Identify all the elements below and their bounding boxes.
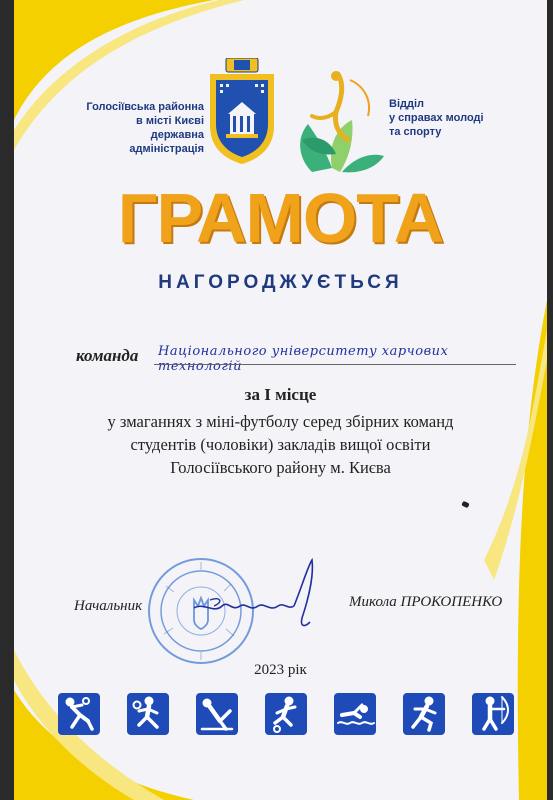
team-line [76, 342, 516, 374]
football-icon [127, 693, 169, 735]
org-line: та спорту [389, 126, 442, 138]
award-place: за І місце [244, 385, 317, 404]
district-administration-name [84, 100, 204, 156]
org-line: державна адміністрація [129, 129, 204, 155]
district-coat-of-arms-icon [206, 58, 278, 166]
org-line: у справах молоді [389, 112, 484, 124]
description-line: у змаганнях з міні-футболу серед збірних команд [107, 412, 454, 431]
team-name-underline [154, 364, 516, 365]
signer-name: Микола ПРОКОПЕНКО [349, 594, 503, 610]
swimming-icon [334, 693, 376, 735]
handwritten-signature-icon [184, 556, 334, 636]
gymnastics-icon [196, 693, 238, 735]
competition-description [74, 410, 487, 479]
team-name-handwritten: Національного університету харчових технологій [158, 344, 449, 374]
team-label: команда [76, 346, 139, 365]
youth-sports-department-name [389, 97, 499, 139]
certificate-subtitle: НАГОРОДЖУЄТЬСЯ [158, 272, 403, 293]
org-line: Голосіївська районна [86, 101, 204, 113]
running-icon [403, 693, 445, 735]
description-line: Голосіївського району м. Києва [170, 458, 391, 477]
soccer-run-icon [265, 693, 307, 735]
org-line: в місті Києві [136, 115, 204, 127]
org-line: Відділ [389, 98, 425, 110]
position-title: Начальник [74, 598, 143, 614]
archery-icon [472, 693, 514, 735]
certificate-year: 2023 рік [254, 662, 307, 678]
description-line: студентів (чоловіки) закладів вищої освіти [130, 435, 431, 454]
certificate-sheet [14, 0, 547, 800]
gymnast-logo-icon [292, 68, 388, 174]
volleyball-icon [58, 693, 100, 735]
certificate-title: ГРАМОТА [117, 179, 444, 257]
sport-icons-strip [58, 693, 518, 739]
